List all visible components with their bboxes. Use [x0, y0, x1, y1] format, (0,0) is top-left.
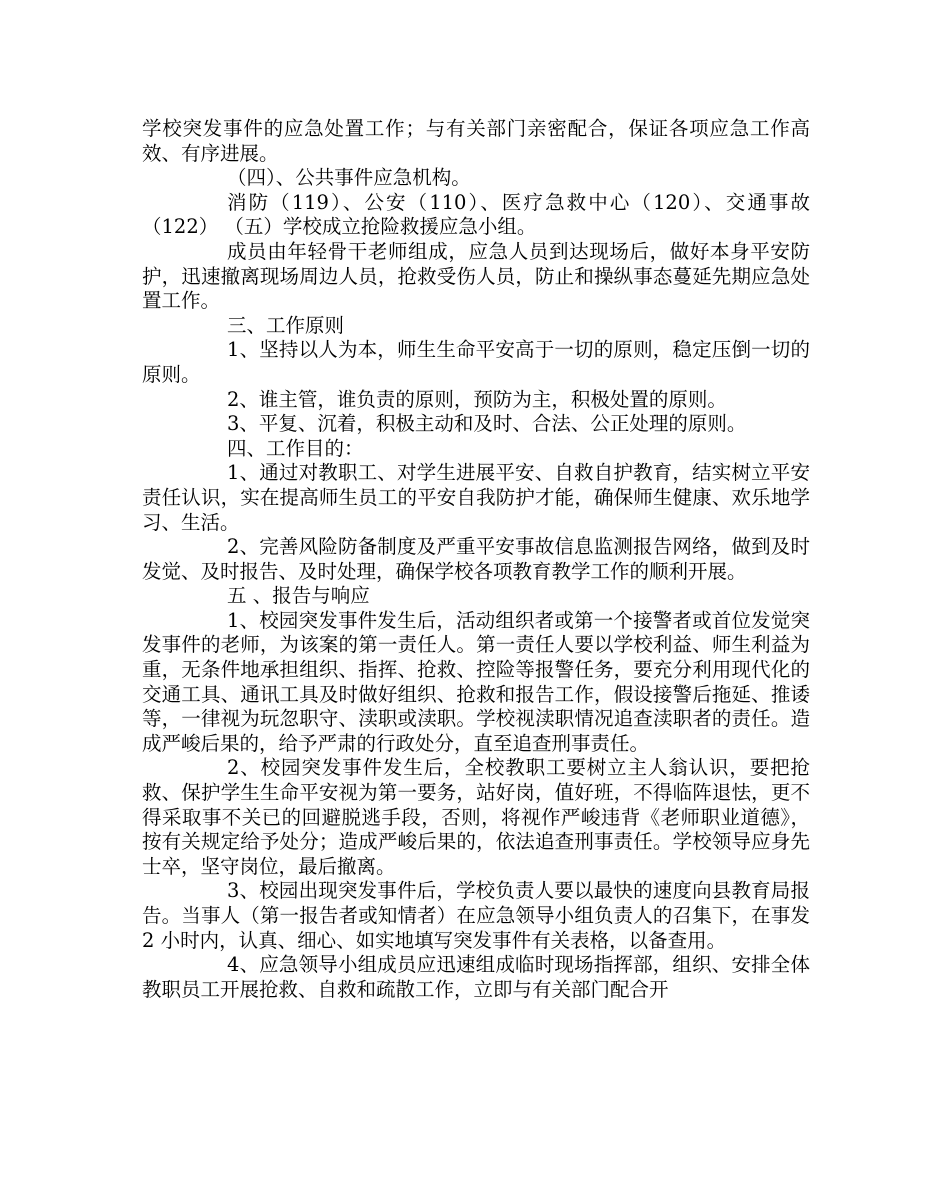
heading-report-response: 五 、报告与响应	[227, 584, 370, 608]
heading-public-emergency-agencies: （四）、公共事件应急机构。	[227, 166, 471, 190]
paragraph-1: 学校突发事件的应急处置工作；与有关部门亲密配合，保证各项应急工作高效、有序进展。	[142, 117, 810, 165]
heading-work-goals: 四、工作目的：	[227, 436, 364, 460]
principle-3: 3、平复、沉着，积极主动和及时、合法、公正处理的原则。	[227, 412, 747, 436]
heading-work-principles: 三、工作原则	[227, 313, 345, 337]
response-4: 4、应急领导小组成员应迅速组成临时现场指挥部，组织、安排全体教职员工开展抢救、自救和疏散工作，立即与有关部门配合开	[142, 953, 810, 1001]
response-2: 2、校园突发事件发生后，全校教职工要树立主人翁认识，要把抢救、保护学生生命平安视为第一要务，站好岗，值好班，不得临阵退怯，更不得采取事不关已的回避脱逃手段，否则，将视作严峻违背《老师职业道德》，按有关规定给予处分；造成严峻后果的，依法追查刑事责任。学校领导应身先士卒，坚守岗位，最后撤离。	[142, 756, 810, 878]
goal-1: 1、通过对教职工、对学生进展平安、自救自护教育，结实树立平安责任认识，实在提高师生员工的平安自我防护才能，确保师生健康、欢乐地学习、生活。	[142, 461, 810, 534]
goal-2: 2、完善风险防备制度及严重平安事故信息监测报告网络，做到及时发觉、及时报告、及时处理，确保学校各项教育教学工作的顺利开展。	[142, 535, 810, 583]
response-1: 1、校园突发事件发生后，活动组织者或第一个接警者或首位发觉突发事件的老师，为该案的第一责任人。第一责任人要以学校利益、师生利益为重，无条件地承担组织、指挥、抢救、控险等报警任务，要充分利用现代化的交通工具、通讯工具及时做好组织、抢救和报告工作，假设接警后拖延、推诿等，一律视为玩忽职守、渎职或渎职。学校视渎职情况追查渎职者的责任。造成严峻后果的，给予严肃的行政处分，直至追查刑事责任。	[142, 608, 810, 755]
response-3: 3、校园出现突发事件后，学校负责人要以最快的速度向县教育局报告。当事人（第一报告者或知情者）在应急领导小组负责人的召集下，在事发 2 小时内，认真、细心、如实地填写突发事件有关表格，以备查用。	[142, 879, 810, 952]
paragraph-emergency-numbers: 消防（119）、公安（110）、医疗急救中心（120）、交通事故（122） （五）学校成立抢险救援应急小组。	[142, 190, 810, 239]
principle-1: 1、坚持以人为本，师生生命平安高于一切的原则，稳定压倒一切的原则。	[142, 338, 810, 386]
document-page	[142, 117, 810, 1002]
paragraph-team-members: 成员由年轻骨干老师组成，应急人员到达现场后，做好本身平安防护，迅速撤离现场周边人员，抢救受伤人员，防止和操纵事态蔓延先期应急处置工作。	[142, 239, 810, 313]
principle-2: 2、谁主管，谁负责的原则，预防为主，积极处置的原则。	[227, 387, 727, 411]
